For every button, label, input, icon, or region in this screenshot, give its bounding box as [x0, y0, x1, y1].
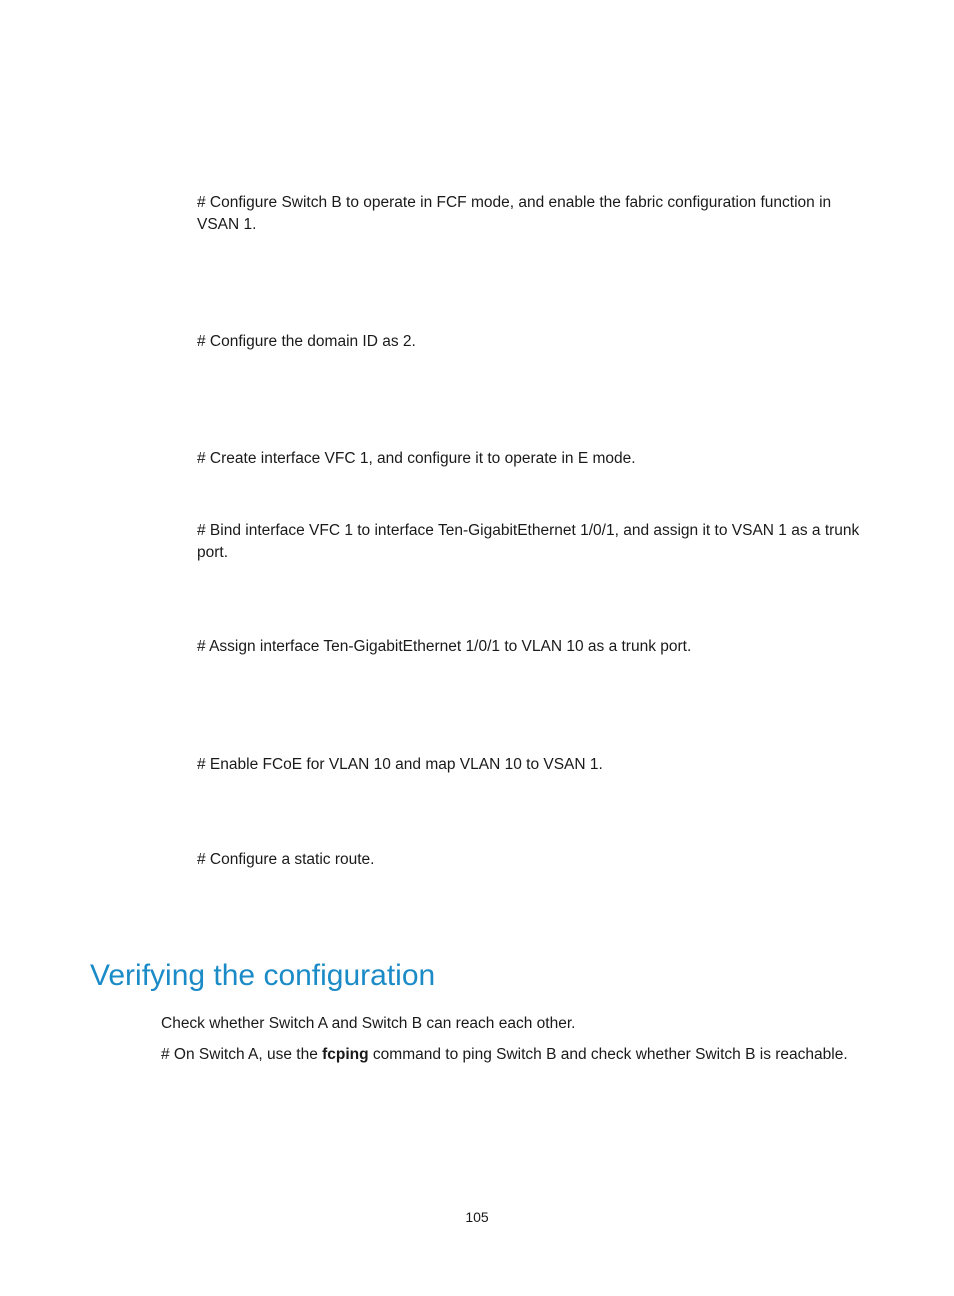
step-static-route: # Configure a static route. — [197, 851, 375, 868]
fcping-command: fcping — [322, 1046, 369, 1063]
section-heading: Verifying the configuration — [90, 959, 436, 992]
step-bind-vfc: # Bind interface VFC 1 to interface Ten-GigabitEthernet 1/0/1, and assign it to VSAN 1 as a trunk port. — [197, 522, 860, 561]
step-fcf-mode: # Configure Switch B to operate in FCF mode, and enable the fabric configuration function in VSAN 1. — [197, 194, 832, 233]
page-number: 105 — [465, 1209, 489, 1225]
step-domain-id: # Configure the domain ID as 2. — [197, 333, 416, 350]
section-intro: Check whether Switch A and Switch B can reach each other. — [161, 1015, 576, 1032]
ping-suffix: command to ping Switch B and check whether Switch B is reachable. — [368, 1046, 848, 1063]
step-enable-fcoe: # Enable FCoE for VLAN 10 and map VLAN 10 to VSAN 1. — [197, 756, 603, 773]
ping-prefix: # On Switch A, use the — [161, 1046, 323, 1063]
step-assign-trunk: # Assign interface Ten-GigabitEthernet 1/0/1 to VLAN 10 as a trunk port. — [197, 638, 692, 655]
step-create-vfc: # Create interface VFC 1, and configure it to operate in E mode. — [197, 450, 636, 467]
ping-instruction — [161, 1044, 901, 1066]
